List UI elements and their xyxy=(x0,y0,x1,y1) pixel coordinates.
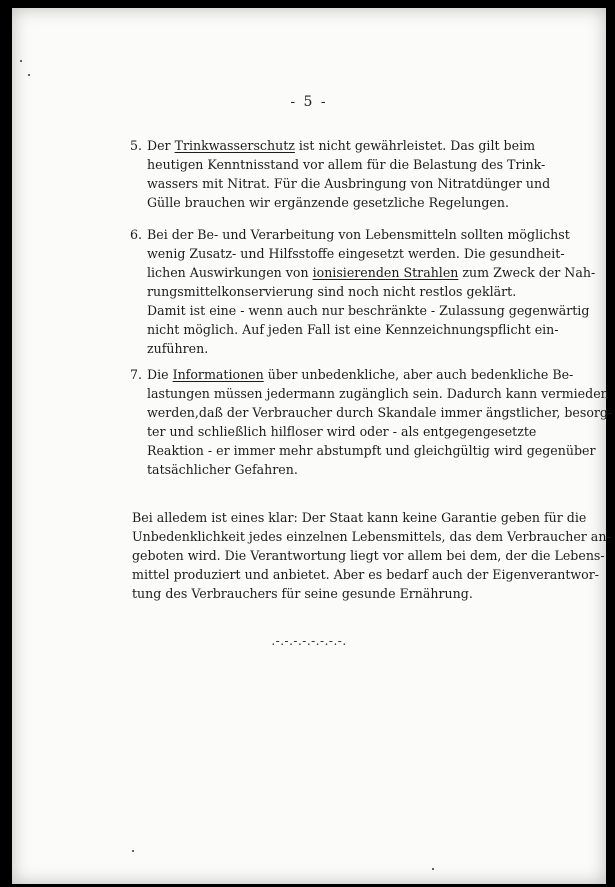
text-line xyxy=(147,225,570,244)
text-line xyxy=(147,365,574,384)
text-segment: Die xyxy=(147,367,173,382)
text-line xyxy=(147,460,550,479)
text-line xyxy=(147,244,565,263)
text-segment: wenig Zusatz- und Hilfsstoffe eingesetzt werden. Die gesundheit- xyxy=(147,246,565,261)
item-number: 7. xyxy=(130,367,143,382)
underlined-term: Trinkwasserschutz xyxy=(174,138,295,153)
scan-speck xyxy=(432,868,434,870)
scan-speck xyxy=(28,74,30,76)
item-body xyxy=(147,365,613,479)
underlined-term: ionisierenden Strahlen xyxy=(312,265,459,280)
page-number: - 5 - xyxy=(290,94,328,110)
text-line xyxy=(147,441,596,460)
text-line xyxy=(147,384,609,403)
item-number: 5. xyxy=(130,138,143,153)
text-segment: zum Zweck der Nah- xyxy=(458,265,596,280)
text-segment: über unbedenkliche, aber auch bedenkliche Be- xyxy=(263,367,574,382)
text-segment: heutigen Kenntnisstand vor allem für die Belastung des Trink- xyxy=(147,157,546,172)
document-page xyxy=(12,8,613,884)
text-segment: wassers mit Nitrat. Für die Ausbringung von Nitratdünger und xyxy=(147,176,551,191)
list-item-7 xyxy=(130,365,613,479)
text-segment: Reaktion - er immer mehr abstumpft und gleichgültig wird gegenüber xyxy=(147,443,596,458)
text-line xyxy=(147,263,596,282)
text-segment: nicht möglich. Auf jeden Fall ist eine Kennzeichnungspflicht ein- xyxy=(147,322,559,337)
section-divider: .-.-.-.-.-.-.-.-. xyxy=(271,634,347,648)
text-line xyxy=(147,422,550,441)
item-number: 6. xyxy=(130,227,143,242)
text-line xyxy=(147,339,550,358)
text-segment: tatsächlicher Gefahren. xyxy=(147,462,298,477)
text-line: Bei alledem ist eines klar: Der Staat kann keine Garantie geben für die xyxy=(132,510,587,525)
list-item-6 xyxy=(130,225,596,358)
text-segment: Der xyxy=(147,138,175,153)
text-segment: rungsmittelkonservierung sind noch nicht restlos geklärt. xyxy=(147,284,517,299)
text-segment: lichen Auswirkungen von xyxy=(147,265,313,280)
text-line xyxy=(147,174,550,193)
text-line xyxy=(147,282,550,301)
text-segment: Gülle brauchen wir ergänzende gesetzliche Regelungen. xyxy=(147,195,509,210)
text-line: geboten wird. Die Verantwortung liegt vor allem bei dem, der die Lebens- xyxy=(132,548,605,563)
text-segment: werden,daß der Verbraucher durch Skandale immer ängstlicher, besorg- xyxy=(147,405,613,420)
text-segment: Bei der Be- und Verarbeitung von Lebensmitteln sollten möglichst xyxy=(147,227,570,242)
text-segment: lastungen müssen jedermann zugänglich sein. Dadurch kann vermieden xyxy=(147,386,609,401)
list-item-5 xyxy=(130,136,550,212)
text-line xyxy=(147,403,613,422)
text-line: Unbedenklichkeit jedes einzelnen Lebensmittels, das dem Verbraucher an- xyxy=(132,529,611,544)
text-line: tung des Verbrauchers für seine gesunde Ernährung. xyxy=(132,586,473,601)
text-line xyxy=(147,155,550,174)
scan-speck xyxy=(20,60,22,62)
text-line xyxy=(147,193,550,212)
text-segment: zuführen. xyxy=(147,341,209,356)
text-line xyxy=(147,136,550,155)
text-line xyxy=(147,301,590,320)
item-body xyxy=(147,136,550,212)
item-body xyxy=(147,225,596,358)
text-line xyxy=(147,320,559,339)
text-segment: Damit ist eine - wenn auch nur beschränkte - Zulassung gegenwärtig xyxy=(147,303,590,318)
scan-speck xyxy=(132,850,134,852)
text-segment: ist nicht gewährleistet. Das gilt beim xyxy=(294,138,536,153)
text-line: mittel produziert und anbietet. Aber es bedarf auch der Eigenverantwor- xyxy=(132,567,600,582)
text-segment: ter und schließlich hilfloser wird oder - als entgegengesetzte xyxy=(147,424,537,439)
closing-paragraph xyxy=(132,508,611,603)
underlined-term: Informationen xyxy=(172,367,264,382)
